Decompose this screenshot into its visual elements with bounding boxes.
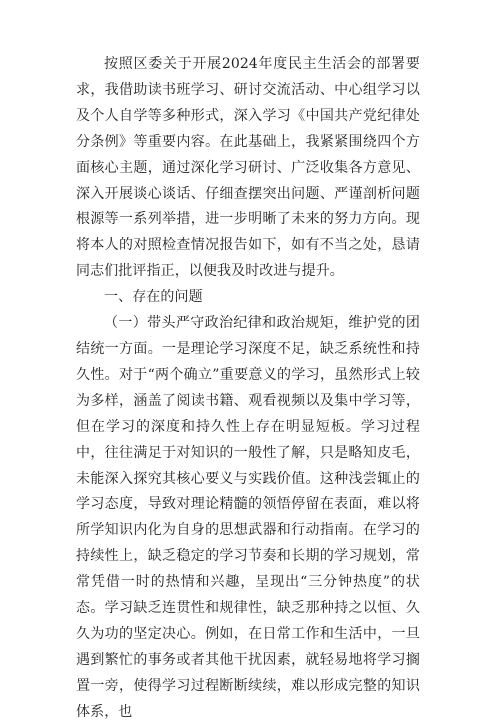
intro-paragraph: 按照区委关于开展2024年度民主生活会的部署要求，我借助读书班学习、研讨交流活动、中心组学习以及个人自学等多种形式，深入学习《中国共产党纪律处分条例》等重要内容。在此基础上，我紧紧围绕四个方面核心主题，通过深化学习研讨、广泛收集各方意见、深入开展谈心谈话、仔细查摆突出问题、严谨剖析问题根源等一系列举措，进一步明晰了未来的努力方向。现将本人的对照检查情况报告如下，如有不当之处，恳请同志们批评指正，以便我及时改进与提升。 [76, 56, 420, 280]
body-paragraph: （一）带头严守政治纪律和政治规矩，维护党的团结统一方面。一是理论学习深度不足，缺乏系统性和持久性。对于“两个确立”重要意义的学习，虽然形式上较为多样，涵盖了阅读书籍、观看视频以及集中学习等，但在学习的深度和持久性上存在明显短板。学习过程中，往往满足于对知识的一般性了解，只是略知皮毛，未能深入探究其核心要义与实践价值。这种浅尝辄止的学习态度，导致对理论精髓的领悟停留在表面，难以将所学知识内化为自身的思想武器和行动指南。在学习的持续性上，缺乏稳定的学习节奏和长期的学习规划，常常凭借一时的热情和兴趣，呈现出“三分钟热度”的状态。学习缺乏连贯性和规律性，缺乏那种持之以恒、久久为功的坚定决心。例如，在日常工作和生活中，一旦遇到繁忙的事务或者其他干扰因素，就轻易地将学习搁置一旁，使得学习过程断断续续，难以形成完整的知识体系，也 [76, 315, 420, 720]
document-body [76, 52, 420, 726]
section-heading: 一、存在的问题 [104, 289, 203, 306]
